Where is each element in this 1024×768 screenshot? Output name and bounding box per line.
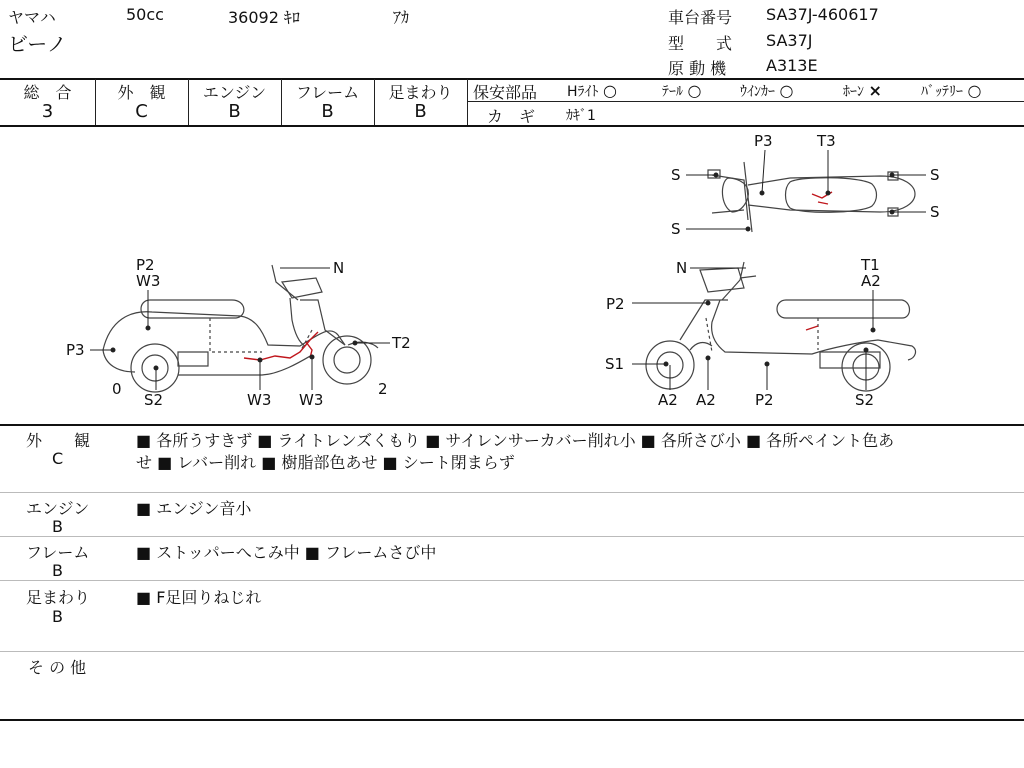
leader-dot xyxy=(890,210,894,214)
divider xyxy=(467,101,1024,102)
remark-grade: B xyxy=(52,607,63,626)
type-label: 型 式 xyxy=(668,34,733,53)
leader-line xyxy=(762,150,765,193)
label-w3-top: W3 xyxy=(136,272,161,290)
type-value: SA37J xyxy=(766,31,813,50)
scooter-diagram xyxy=(0,126,1024,424)
color: ｱｶ xyxy=(393,8,410,27)
divider xyxy=(0,651,1024,652)
label-a2-top: A2 xyxy=(861,272,881,290)
label-s-left2: S xyxy=(671,220,681,238)
label-t3: T3 xyxy=(817,132,836,150)
safety-item-battery xyxy=(921,81,981,101)
leader-dot xyxy=(154,366,158,370)
label-t2: T2 xyxy=(392,334,411,352)
remark-grade: C xyxy=(52,449,64,468)
label-w3-b: W3 xyxy=(299,391,324,409)
safety-item-label: ﾎｰﾝ xyxy=(843,84,864,100)
damage-mark xyxy=(818,202,828,204)
leader-dot xyxy=(864,348,868,352)
maker: ヤマハ xyxy=(8,8,56,27)
leader-dot xyxy=(890,173,894,177)
leader-dot xyxy=(310,355,314,359)
remark-label: そ の 他 xyxy=(28,658,87,677)
label-n-right: N xyxy=(676,259,688,277)
leader-dot xyxy=(871,328,875,332)
label-t1: T1 xyxy=(861,256,880,274)
divider xyxy=(0,536,1024,537)
label-s-right1: S xyxy=(930,166,940,184)
safety-item-headlight xyxy=(567,81,617,101)
score-label: 総 合 xyxy=(23,83,72,102)
remark-label: フレーム xyxy=(26,543,90,562)
label-n-left: N xyxy=(333,259,345,277)
key-label: カ ギ xyxy=(487,107,536,126)
safety-mark: ○ xyxy=(602,81,617,100)
leader-dot xyxy=(664,362,668,366)
remark-text-line1: ■ F足回りねじれ xyxy=(136,588,262,607)
leader-dot xyxy=(146,326,150,330)
label-p2-bottom: P2 xyxy=(755,391,774,409)
label-p2-right: P2 xyxy=(606,295,625,313)
label-two: 2 xyxy=(378,380,388,398)
score-value: C xyxy=(135,101,148,122)
label-s-right2: S xyxy=(930,203,940,221)
score-label: エンジン xyxy=(202,83,267,102)
safety-item-label: Hﾗｲﾄ xyxy=(567,84,599,100)
key-value: ｶｷﾞ1 xyxy=(566,108,596,124)
divider xyxy=(0,492,1024,493)
safety-item-label: ﾃｰﾙ xyxy=(662,84,683,100)
score-label: 外 観 xyxy=(117,83,166,102)
safety-mark: × xyxy=(868,81,882,100)
remark-text-line2: せ ■ レバー削れ ■ 樹脂部色あせ ■ シート閉まらず xyxy=(136,453,515,472)
damage-mark xyxy=(806,326,818,330)
label-zero: 0 xyxy=(112,380,122,398)
divider xyxy=(467,79,468,125)
safety-item-label: ﾊﾞｯﾃﾘｰ xyxy=(921,84,963,100)
label-s-left1: S xyxy=(671,166,681,184)
safety-item-tail xyxy=(662,81,701,101)
label-w3-a: W3 xyxy=(247,391,272,409)
label-p3-top: P3 xyxy=(754,132,773,150)
displacement: 50cc xyxy=(126,5,164,24)
safety-label: 保安部品 xyxy=(473,83,538,102)
frame-no-label: 車台番号 xyxy=(668,8,733,27)
remark-label: エンジン xyxy=(26,499,90,518)
safety-item-label: ｳｲﾝｶｰ xyxy=(740,84,775,100)
leader-dot xyxy=(111,348,115,352)
leader-dot xyxy=(706,301,710,305)
engine-value: A313E xyxy=(766,56,818,75)
leader-dot xyxy=(353,341,357,345)
label-a2-b: A2 xyxy=(696,391,716,409)
label-p3-left: P3 xyxy=(66,341,85,359)
remark-grade: B xyxy=(52,517,63,536)
leader-dot xyxy=(765,362,769,366)
leader-dot xyxy=(706,356,710,360)
score-value: 3 xyxy=(41,101,54,122)
safety-mark: ○ xyxy=(779,81,794,100)
label-s1: S1 xyxy=(605,355,625,373)
divider xyxy=(0,580,1024,581)
safety-item-winker xyxy=(740,81,793,101)
score-value: B xyxy=(414,101,427,122)
score-value: B xyxy=(228,101,241,122)
score-value: B xyxy=(321,101,334,122)
safety-mark: ○ xyxy=(967,81,982,100)
remark-label: 外 観 xyxy=(26,431,91,450)
engine-label: 原 動 機 xyxy=(668,59,727,78)
leader-dot xyxy=(746,227,750,231)
leader-dot xyxy=(826,191,830,195)
divider xyxy=(0,424,1024,426)
score-label: 足まわり xyxy=(388,83,453,102)
label-p2-left: P2 xyxy=(136,256,155,274)
remark-text-line1: ■ 各所うすきず ■ ライトレンズくもり ■ サイレンサーカバー削れ小 ■ 各所さび小 ■ 各所ペイント色あ xyxy=(136,431,895,450)
remark-text-line1: ■ エンジン音小 xyxy=(136,499,252,518)
label-s2-right: S2 xyxy=(855,391,875,409)
remark-label: 足まわり xyxy=(26,588,91,607)
model-name: ビーノ xyxy=(8,32,67,56)
remark-text-line1: ■ ストッパーへこみ中 ■ フレームさび中 xyxy=(136,543,437,562)
leader-dot xyxy=(258,358,262,362)
scooter-top-view xyxy=(708,162,915,232)
safety-item-horn xyxy=(843,81,882,101)
divider xyxy=(0,719,1024,721)
leader-dot xyxy=(760,191,764,195)
score-label: フレーム xyxy=(295,83,360,102)
remark-grade: B xyxy=(52,561,63,580)
leader-dot xyxy=(714,173,718,177)
label-s2-left: S2 xyxy=(144,391,164,409)
mileage: 36092 ｷﾛ xyxy=(228,8,300,27)
safety-mark: ○ xyxy=(687,81,702,100)
frame-no: SA37J-460617 xyxy=(766,5,879,24)
label-a2-a: A2 xyxy=(658,391,678,409)
